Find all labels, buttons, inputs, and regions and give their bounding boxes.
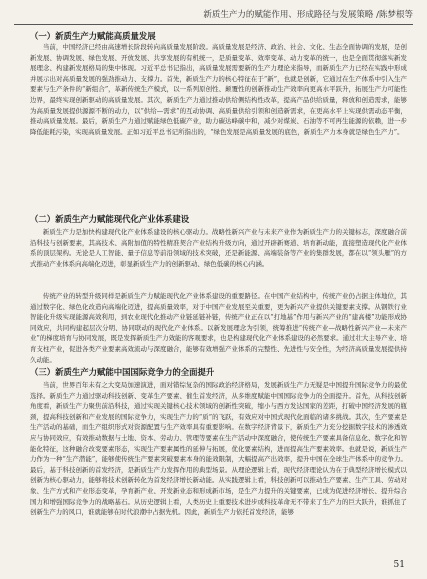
section-heading-2: （二）新质生产力赋能现代化产业体系建设 <box>30 214 190 224</box>
section-heading-1: （一）新质生产力赋能高质量发展 <box>30 31 156 41</box>
body-paragraph: 新质生产力是加快构建现代化产业体系建设的核心驱动力。战略性新兴产业与未来产业作为新质生产力的关键标志，深度融合前沿科技与创新要素，其高技术、高附加值的特性精准契合产业结构升级方向，通过开辟新赛道、培育新动能，直接塑造现代化产业体系的顶层架构。无论是人工智能、量子信息等前沿领域的技术突破，还是新能源、高端装备等产业的集群发展，都在以“领头雁”的方式推动产业体系向高端化迈进，彰显新质生产力的创新驱动、绿色低碳的核心内涵。 <box>30 228 407 268</box>
body-paragraph: 传统产业的转型升级同样是新质生产力赋能现代化产业体系建设的重要路径。在中国产业结构中，传统产业仍占据主体地位，其通过数字化、绿色化改造向高端化迈进，提高质量效率，对于中国产业发展至关重要，更为新兴产业提供关键要素支撑。从钢铁行业智能化升级实现能源高效利用，到农业现代化推动产业链延链补链，传统产业正在以“打地基”作用与新兴产业的“建高楼”功能形成协同效应，共同构建起层次分明、协同联动的现代化产业体系。以新发展理念为引领，统筹推进“传统产业—战略性新兴产业—未来产业”的梯度培育与协同发展，既是发挥新质生产力效能的客观要求，也是构建现代化产业体系建设的必然要求。通过壮大主导产业、培育支柱产业，促进各类产业要素高效流动与深度融合，能够有效增强产业体系的完整性、先进性与安全性，为经济高质量发展提供持久动能。 <box>30 292 407 364</box>
section-heading-3: （三）新质生产力赋能中国国际竞争力的全面提升 <box>30 367 215 377</box>
body-paragraph: 当前，世界百年未有之大变局加速演进，面对错综复杂的国际政治经济格局，发展新质生产力无疑是中国提升国际竞争力的最优选择。新质生产力通过驱动科技创新、变革生产要素、催生首发经济，从多维度赋能中国国际竞争力的全面提升。首先，从科技创新角度看，新质生产力聚焦前沿科技，通过实现关键核心技术领域的创新性突破，缩小与西方发达国家的差距，打破中国经济发展的瓶颈，提高科技创新和产业发展的国际竞争力，实现生产力的“质”的飞跃，有效应对中国式现代化面临的诸多挑战。其次，生产要素是生产活动的基础，而生产组织形式对资源配置与生产效率具有重要影响。在数字经济背景下，新质生产力充分挖掘数字技术的渗透效应与协同效应，有效推动数据与土地、资本、劳动力、管理等要素在生产活动中深度融合，使传统生产要素具备信息化、数字化和智能化特征，这种融合改变要素形态，实现生产要素属性的延伸与拓展，优化要素结构，进而提高生产要素效率。也就是说，新质生产力作为一种“生产潜能”，能够使传统生产要素突破要素本身的能效限制，大幅提高产出效率，提升中国在全球生产体系中的竞争力。最后，基于科技创新的首发经济，是新质生产力发挥作用的典型场景。从理论逻辑上看，现代经济理论认为在于典型经济增长模式以创新为核心驱动力，能够将技术创新转化为首发经济增长新动能。从实践逻辑上看，科技创新可以推动生产要素、生产工具、劳动对象、生产方式和产业形态变革，孕育新产业、开发新业态和形成新市场，是生产力提升的关键要素，已成为促进经济增长、提升综合国力和增强国际竞争力的战略基石。从历史逻辑上看，人类历史上重要技术进步或科技革命无不带来了生产力的巨大跃升，谁抓住了创新生产力的风口，谁就能够在时代浪潮中占据先机。因此，新质生产力依托首发经济，能够 <box>30 381 407 517</box>
running-head: 新质生产力的赋能作用、形成路径与发展策略 /陈梦根等 <box>203 10 413 20</box>
article-body <box>30 31 407 555</box>
page-number: 51 <box>393 560 405 570</box>
header-rule <box>14 24 413 25</box>
body-paragraph: 当前，中国经济已经由高速增长阶段转向高质量发展阶段。高质量发展是经济、政治、社会、文化、生态全面协调的发展，是创新发展、协调发展、绿色发展、开放发展、共享发展的有机统一，是质量变革、效率变革、动力变革的统一，也是全面贯彻落实新发展理念、构建新发展格局的集中体现。习近平总书记指出，高质量发展需要新的生产力理论来指导，而新质生产力已经在实践中形成并展示出对高质量发展的强劲推动力、支撑力。首先，新质生产力的核心特征在于“新”，也就是创新，它通过在生产体系中引入生产要素与生产条件的“新组合”，革新传统生产模式，以一系列原创性、颠覆性的创新推动生产效率向更高水平跃升，拓展生产力可能性边界，最终实现创新驱动的高质量发展。其次，新质生产力通过推动供给侧结构性改革，提高产品供给质量，释放和创造需求，能够为高质量发展提供源源不断的动力，以“供给—需求”的互动协调、高质量供给引领和创造新需求，在更高水平上实现供需动态平衡，推动高质量发展。最后，新质生产力通过赋能绿色低碳产业，助力碳达峰碳中和，减少对煤炭、石油等不可再生能源的依赖，进一步降低能耗污染，实现高质量发展。正如习近平总书记所指出的，“绿色发展是高质量发展的底色，新质生产力本身就是绿色生产力”。 <box>30 43 407 136</box>
